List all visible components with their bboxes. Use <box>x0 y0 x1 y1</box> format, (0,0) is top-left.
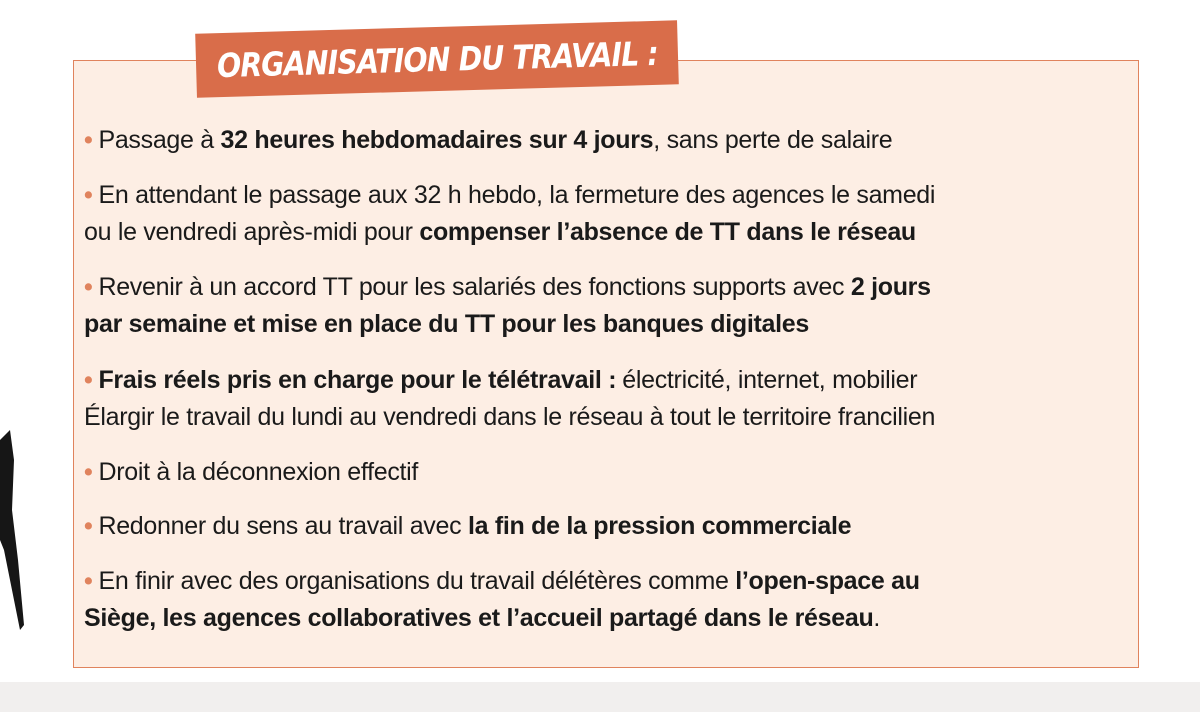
bullet-icon: • <box>84 458 93 486</box>
item-emphasis: Siège, les agences collaboratives et l’accueil partagé dans le réseau <box>84 604 874 632</box>
item-text: Élargir le travail du lundi au vendredi dans le réseau à tout le territoire francilien <box>84 403 936 431</box>
bullet-icon: • <box>84 567 93 595</box>
item-text: En attendant le passage aux 32 h hebdo, la fermeture des agences le samedi <box>98 181 936 209</box>
item-emphasis: la fin de la pression commerciale <box>467 512 852 540</box>
item-text: électricité, internet, mobilier <box>622 366 918 394</box>
bullet-icon: • <box>84 181 93 209</box>
item-text: Droit à la déconnexion effectif <box>98 458 419 486</box>
item-text: Redonner du sens au travail avec <box>98 512 468 540</box>
item-text: ou le vendredi après-midi pour <box>84 218 420 246</box>
list-item <box>84 177 1129 251</box>
list-item <box>84 122 1129 159</box>
bottom-strip <box>0 682 1200 712</box>
item-text: Revenir à un accord TT pour les salariés des fonctions supports avec <box>98 273 851 301</box>
list-item <box>84 454 1129 491</box>
item-text: En finir avec des organisations du travail délétères comme <box>98 567 736 595</box>
item-text: , sans perte de salaire <box>653 126 893 154</box>
item-text: Passage à <box>98 126 221 154</box>
list-item <box>84 362 1129 436</box>
silhouette-figure <box>0 430 30 640</box>
list-item <box>84 508 1129 545</box>
item-emphasis: 32 heures hebdomadaires sur 4 jours <box>220 126 654 154</box>
item-emphasis: l’open-space au <box>735 567 920 595</box>
bullet-icon: • <box>84 126 93 154</box>
bullet-icon: • <box>84 273 93 301</box>
banner-title: ORGANISATION DU TRAVAIL : <box>216 33 658 85</box>
item-emphasis: par semaine et mise en place du TT pour les banques digitales <box>84 310 809 338</box>
item-emphasis: Frais réels pris en charge pour le télétravail : <box>98 366 617 394</box>
bullet-icon: • <box>84 366 93 394</box>
list-item <box>84 563 1129 637</box>
section-banner <box>195 20 679 97</box>
bullet-icon: • <box>84 512 93 540</box>
item-emphasis: 2 jours <box>850 273 931 301</box>
list-item <box>84 269 1129 343</box>
item-text: . <box>873 604 881 632</box>
item-emphasis: compenser l’absence de TT dans le réseau <box>419 218 916 246</box>
